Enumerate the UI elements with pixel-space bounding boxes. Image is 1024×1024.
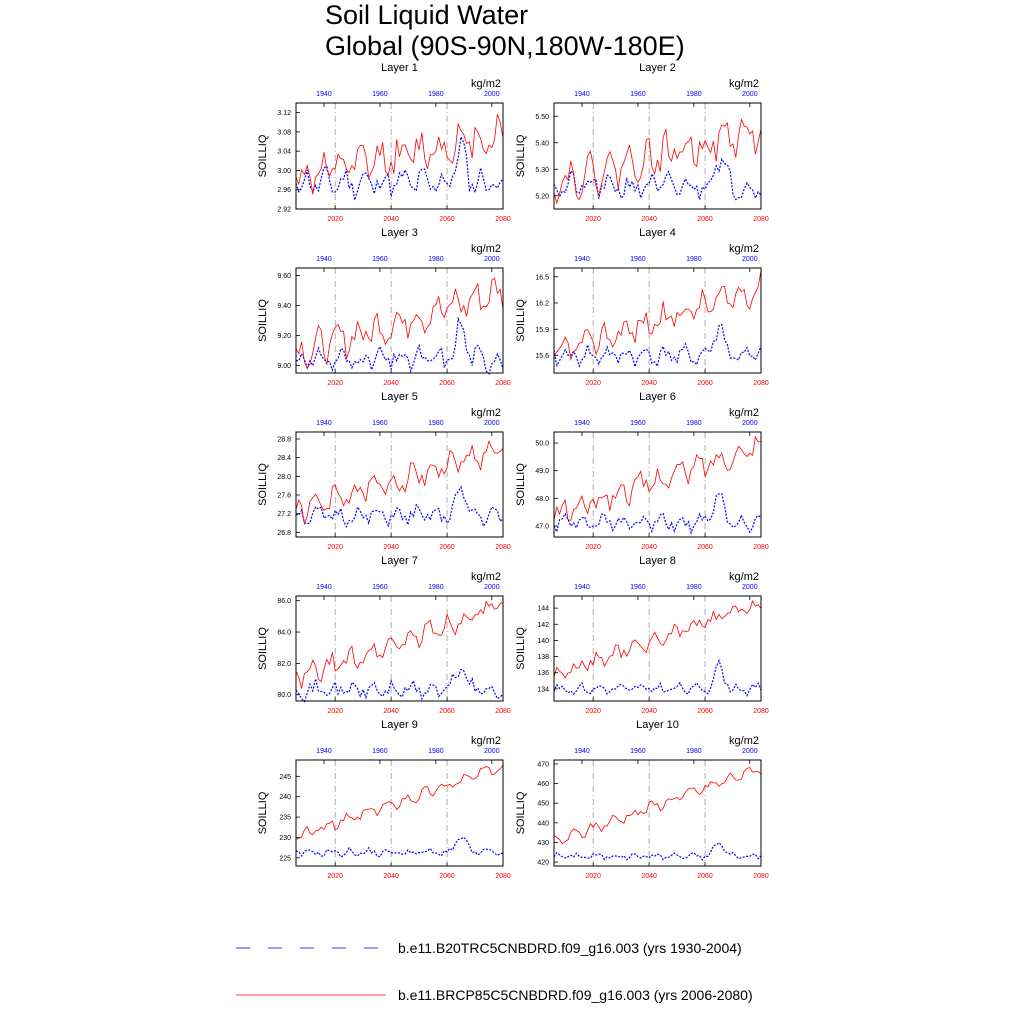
layer10-ylabel: SOILLIQ — [515, 791, 527, 835]
layer2-plot-frame — [554, 103, 761, 209]
layer9-plot-frame — [296, 760, 503, 866]
layer8-title: Layer 8 — [639, 555, 676, 567]
layer3-plot-frame — [296, 268, 503, 373]
layer7-ytick-label-82.0: 82.0 — [277, 660, 291, 668]
layer8-ytick-label-136: 136 — [537, 670, 549, 678]
layer3-ytick-label-9.60: 9.60 — [277, 273, 291, 280]
layer6-ytick-label-48.0: 48.0 — [535, 495, 549, 503]
layer10-xtick-bottom-label-2060: 2060 — [697, 873, 713, 880]
legend-label-historical: b.e11.B20TRC5CNBDRD.f09_g16.003 (yrs 1930-2004) — [398, 940, 742, 956]
layer4-xtick-top-label-1960: 1960 — [630, 256, 646, 263]
layer4-xtick-top-label-1940: 1940 — [574, 256, 590, 263]
layer7-ylabel: SOILLIQ — [257, 627, 269, 670]
layer3-ytick-label-9.20: 9.20 — [277, 333, 291, 340]
layer9-xtick-bottom-label-2020: 2020 — [327, 873, 343, 880]
layer4-plot-frame — [554, 268, 761, 373]
layer1-ytick-label-3.04: 3.04 — [277, 148, 291, 156]
layer3-historical-line — [296, 319, 503, 374]
layer8-ytick-label-134: 134 — [537, 686, 549, 694]
layer8-xtick-bottom-label-2080: 2080 — [753, 708, 769, 715]
layer8-xtick-bottom-label-2060: 2060 — [697, 708, 713, 715]
layer8-xtick-top-label-1940: 1940 — [574, 584, 590, 591]
layer2-units: kg/m2 — [729, 78, 759, 90]
layer1-ylabel: SOILLIQ — [257, 134, 269, 178]
layer10-ytick-label-440: 440 — [537, 820, 549, 828]
layer5-ytick-label-28.8: 28.8 — [277, 436, 291, 444]
layer1-xtick-bottom-label-2080: 2080 — [495, 216, 511, 223]
layer3-xtick-bottom-label-2040: 2040 — [383, 380, 399, 387]
layer6-title: Layer 6 — [639, 391, 676, 403]
layer1-ytick-label-3.12: 3.12 — [277, 110, 291, 118]
layer10-xtick-top-label-1960: 1960 — [630, 748, 646, 755]
layer10-xtick-bottom-label-2020: 2020 — [585, 873, 601, 880]
layer5-xtick-bottom-label-2040: 2040 — [383, 544, 399, 551]
layer6-xtick-top-label-1960: 1960 — [630, 420, 646, 427]
layer5-xtick-top-label-2000: 2000 — [484, 420, 500, 427]
layer4-ytick-label-16.5: 16.5 — [535, 274, 549, 282]
layer8-ytick-label-144: 144 — [537, 605, 549, 613]
layer5-ytick-label-26.8: 26.8 — [277, 529, 291, 537]
layer8-xtick-top-label-1980: 1980 — [686, 584, 702, 591]
layer3-xtick-top-label-1980: 1980 — [428, 256, 444, 263]
layer9-ytick-label-245: 245 — [279, 773, 291, 781]
layer10-plot-frame — [554, 760, 761, 866]
layer4-xtick-bottom-label-2080: 2080 — [753, 380, 769, 387]
layer7-xtick-bottom-label-2040: 2040 — [383, 708, 399, 715]
layer3-ytick-label-9.00: 9.00 — [277, 363, 291, 370]
layer9-ytick-label-225: 225 — [279, 855, 291, 863]
layer2-title: Layer 2 — [639, 62, 676, 74]
layer2-xtick-top-label-1960: 1960 — [630, 91, 646, 98]
layer5-ytick-label-28.4: 28.4 — [277, 455, 291, 463]
layer7-xtick-top-label-1940: 1940 — [316, 584, 332, 591]
layer6-future-line — [554, 437, 761, 521]
layer6-ylabel: SOILLIQ — [515, 463, 527, 506]
layer3-ylabel: SOILLIQ — [257, 299, 269, 342]
layer6-xtick-bottom-label-2040: 2040 — [641, 544, 657, 551]
layer8-ytick-label-138: 138 — [537, 654, 549, 662]
layer8-ytick-label-140: 140 — [537, 637, 549, 645]
layer5-xtick-bottom-label-2080: 2080 — [495, 544, 511, 551]
layer7-ytick-label-80.0: 80.0 — [277, 692, 291, 700]
layer6-ytick-label-49.0: 49.0 — [535, 468, 549, 476]
layer4-ytick-label-15.9: 15.9 — [535, 326, 549, 334]
layer10-xtick-top-label-1940: 1940 — [574, 748, 590, 755]
layer5-historical-line — [296, 487, 503, 527]
layer7-ytick-label-86.0: 86.0 — [277, 598, 291, 606]
layer1-xtick-top-label-1980: 1980 — [428, 91, 444, 98]
layer1-xtick-bottom-label-2020: 2020 — [327, 216, 343, 223]
layer6-xtick-top-label-1940: 1940 — [574, 420, 590, 427]
layer8-plot-frame — [554, 596, 761, 701]
layer1-ytick-label-2.96: 2.96 — [277, 187, 291, 195]
layer9-historical-line — [296, 837, 503, 857]
layer10-title: Layer 10 — [636, 719, 679, 731]
layer1-ytick-label-2.92: 2.92 — [277, 206, 291, 214]
layer4-ylabel: SOILLIQ — [515, 299, 527, 342]
layer6-xtick-bottom-label-2020: 2020 — [585, 544, 601, 551]
layer4-xtick-bottom-label-2040: 2040 — [641, 380, 657, 387]
layer3-xtick-bottom-label-2020: 2020 — [327, 380, 343, 387]
layer2-xtick-top-label-1940: 1940 — [574, 91, 590, 98]
layer9-future-line — [296, 765, 503, 840]
layer2-ytick-label-5.50: 5.50 — [535, 113, 549, 121]
layer8-xtick-bottom-label-2040: 2040 — [641, 708, 657, 715]
layer2-ytick-label-5.40: 5.40 — [535, 140, 549, 148]
layer6-xtick-top-label-2000: 2000 — [742, 420, 758, 427]
layer7-xtick-top-label-2000: 2000 — [484, 584, 500, 591]
layer10-ytick-label-420: 420 — [537, 859, 549, 867]
layer4-ytick-label-15.6: 15.6 — [535, 353, 549, 360]
layer6-ytick-label-47.0: 47.0 — [535, 523, 549, 531]
layer9-xtick-top-label-1940: 1940 — [316, 748, 332, 755]
layer4-xtick-top-label-2000: 2000 — [742, 256, 758, 263]
layer7-future-line — [296, 601, 503, 688]
layer8-units: kg/m2 — [729, 571, 759, 583]
layer9-ytick-label-235: 235 — [279, 814, 291, 822]
layer4-title: Layer 4 — [639, 227, 676, 239]
layer5-ytick-label-27.6: 27.6 — [277, 492, 291, 500]
layer4-units: kg/m2 — [729, 243, 759, 255]
layer1-xtick-top-label-1960: 1960 — [372, 91, 388, 98]
layer10-units: kg/m2 — [729, 735, 759, 747]
layer1-future-line — [296, 114, 503, 194]
figure-title-line2: Global (90S-90N,180W-180E) — [325, 31, 685, 61]
layer9-xtick-bottom-label-2080: 2080 — [495, 873, 511, 880]
layer10-xtick-top-label-1980: 1980 — [686, 748, 702, 755]
layer2-xtick-bottom-label-2020: 2020 — [585, 216, 601, 223]
layer4-future-line — [554, 271, 761, 360]
layer10-future-line — [554, 768, 761, 844]
layer10-ytick-label-460: 460 — [537, 781, 549, 789]
layer1-xtick-top-label-2000: 2000 — [484, 91, 500, 98]
layer3-xtick-top-label-2000: 2000 — [484, 256, 500, 263]
layer9-title: Layer 9 — [381, 719, 418, 731]
layer5-xtick-top-label-1960: 1960 — [372, 420, 388, 427]
layer3-units: kg/m2 — [471, 243, 501, 255]
layer6-xtick-top-label-1980: 1980 — [686, 420, 702, 427]
layer2-xtick-bottom-label-2080: 2080 — [753, 216, 769, 223]
layer2-ytick-label-5.20: 5.20 — [535, 193, 549, 201]
layer1-ytick-label-3.08: 3.08 — [277, 129, 291, 137]
layer8-ytick-label-142: 142 — [537, 621, 549, 629]
layer4-xtick-bottom-label-2060: 2060 — [697, 380, 713, 387]
layer6-historical-line — [554, 494, 761, 533]
layer8-xtick-bottom-label-2020: 2020 — [585, 708, 601, 715]
layer10-xtick-bottom-label-2040: 2040 — [641, 873, 657, 880]
layer6-ytick-label-50.0: 50.0 — [535, 440, 549, 448]
layer2-historical-line — [554, 159, 761, 199]
layer9-xtick-top-label-1980: 1980 — [428, 748, 444, 755]
layer7-ytick-label-84.0: 84.0 — [277, 629, 291, 637]
layer9-units: kg/m2 — [471, 735, 501, 747]
layer6-xtick-bottom-label-2080: 2080 — [753, 544, 769, 551]
layer3-xtick-bottom-label-2080: 2080 — [495, 380, 511, 387]
layer4-xtick-bottom-label-2020: 2020 — [585, 380, 601, 387]
layer1-xtick-bottom-label-2060: 2060 — [439, 216, 455, 223]
layer5-xtick-top-label-1940: 1940 — [316, 420, 332, 427]
layer4-ytick-label-16.2: 16.2 — [535, 300, 549, 308]
layer7-xtick-bottom-label-2080: 2080 — [495, 708, 511, 715]
layer5-xtick-bottom-label-2060: 2060 — [439, 544, 455, 551]
layer7-xtick-bottom-label-2020: 2020 — [327, 708, 343, 715]
layer3-xtick-top-label-1940: 1940 — [316, 256, 332, 263]
layer8-xtick-top-label-2000: 2000 — [742, 584, 758, 591]
layer5-ytick-label-28.0: 28.0 — [277, 473, 291, 481]
layer3-ytick-label-9.40: 9.40 — [277, 303, 291, 310]
layer8-ylabel: SOILLIQ — [515, 627, 527, 670]
layer7-title: Layer 7 — [381, 555, 418, 567]
layer5-xtick-top-label-1980: 1980 — [428, 420, 444, 427]
layer10-ytick-label-470: 470 — [537, 761, 549, 769]
layer9-xtick-top-label-2000: 2000 — [484, 748, 500, 755]
layer2-xtick-bottom-label-2040: 2040 — [641, 216, 657, 223]
layer6-units: kg/m2 — [729, 407, 759, 419]
layer7-xtick-top-label-1980: 1980 — [428, 584, 444, 591]
layer3-xtick-bottom-label-2060: 2060 — [439, 380, 455, 387]
layer3-xtick-top-label-1960: 1960 — [372, 256, 388, 263]
layer5-ytick-label-27.2: 27.2 — [277, 511, 291, 519]
figure-title-line1: Soil Liquid Water — [325, 0, 529, 30]
layer2-xtick-top-label-1980: 1980 — [686, 91, 702, 98]
layer8-historical-line — [554, 661, 761, 696]
layer7-units: kg/m2 — [471, 571, 501, 583]
layer10-xtick-bottom-label-2080: 2080 — [753, 873, 769, 880]
layer9-ylabel: SOILLIQ — [257, 791, 269, 835]
layer6-xtick-bottom-label-2060: 2060 — [697, 544, 713, 551]
layer5-units: kg/m2 — [471, 407, 501, 419]
layer4-xtick-top-label-1980: 1980 — [686, 256, 702, 263]
layer1-xtick-top-label-1940: 1940 — [316, 91, 332, 98]
layer2-ylabel: SOILLIQ — [515, 134, 527, 178]
layer9-ytick-label-230: 230 — [279, 834, 291, 842]
layer8-xtick-top-label-1960: 1960 — [630, 584, 646, 591]
layer10-ytick-label-450: 450 — [537, 800, 549, 808]
layer1-ytick-label-3.00: 3.00 — [277, 167, 291, 175]
layer9-xtick-bottom-label-2040: 2040 — [383, 873, 399, 880]
legend-label-future: b.e11.BRCP85C5CNBDRD.f09_g16.003 (yrs 2006-2080) — [398, 987, 753, 1003]
layer10-historical-line — [554, 843, 761, 860]
layer2-ytick-label-5.30: 5.30 — [535, 166, 549, 174]
layer2-xtick-top-label-2000: 2000 — [742, 91, 758, 98]
layer1-xtick-bottom-label-2040: 2040 — [383, 216, 399, 223]
layer8-future-line — [554, 601, 761, 678]
layer5-xtick-bottom-label-2020: 2020 — [327, 544, 343, 551]
layer10-ytick-label-430: 430 — [537, 839, 549, 847]
layer5-title: Layer 5 — [381, 391, 418, 403]
layer1-units: kg/m2 — [471, 78, 501, 90]
layer5-future-line — [296, 441, 503, 524]
layer5-plot-frame — [296, 432, 503, 537]
layer5-ylabel: SOILLIQ — [257, 463, 269, 506]
layer9-ytick-label-240: 240 — [279, 794, 291, 802]
layer9-xtick-top-label-1960: 1960 — [372, 748, 388, 755]
layer9-xtick-bottom-label-2060: 2060 — [439, 873, 455, 880]
layer2-xtick-bottom-label-2060: 2060 — [697, 216, 713, 223]
layer7-historical-line — [296, 669, 503, 701]
layer3-title: Layer 3 — [381, 227, 418, 239]
layer1-title: Layer 1 — [381, 62, 418, 74]
layer7-xtick-top-label-1960: 1960 — [372, 584, 388, 591]
layer7-xtick-bottom-label-2060: 2060 — [439, 708, 455, 715]
layer10-xtick-top-label-2000: 2000 — [742, 748, 758, 755]
